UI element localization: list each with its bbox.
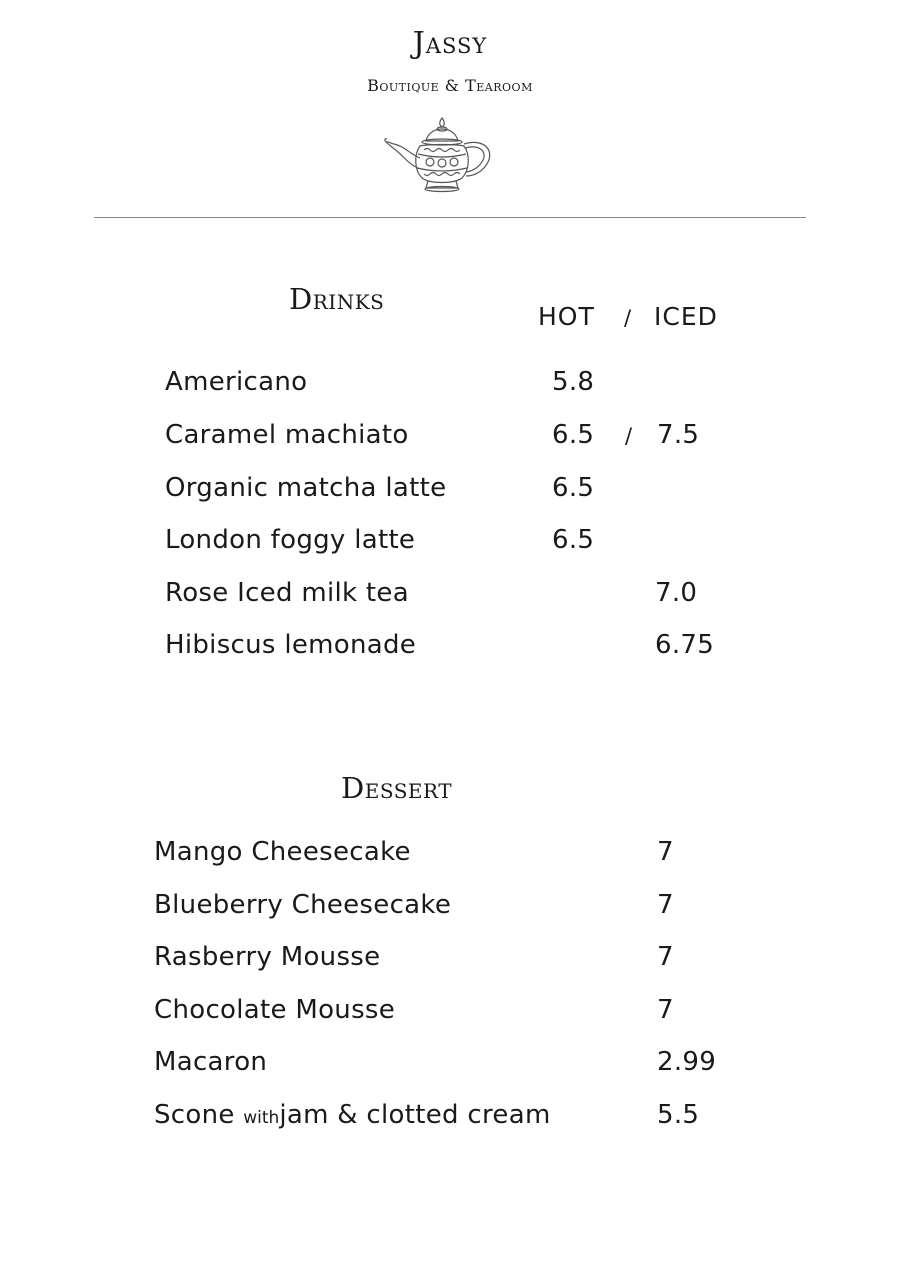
brand-subtitle: Boutique & Tearoom [367, 76, 533, 95]
dessert-price: 7 [657, 837, 674, 867]
dessert-name: Chocolate Mousse [154, 995, 396, 1025]
header-divider [94, 217, 806, 218]
price-separator: / [625, 424, 633, 448]
dessert-name: Blueberry Cheesecake [154, 890, 452, 920]
drink-price-iced: 7.5 [657, 420, 700, 450]
drink-price-hot: 6.5 [552, 525, 595, 555]
dessert-name-connector: with [243, 1108, 280, 1128]
drink-price-iced: 7.0 [655, 578, 698, 608]
dessert-price: 7 [657, 890, 674, 920]
brand-title: Jassy [412, 26, 488, 61]
drink-name: Hibiscus lemonade [165, 630, 417, 660]
dessert-heading: Dessert [341, 771, 453, 805]
dessert-price: 7 [657, 995, 674, 1025]
dessert-name-part: jam & clotted cream [279, 1100, 551, 1130]
dessert-name: Macaron [154, 1047, 268, 1077]
dessert-price: 5.5 [657, 1100, 700, 1130]
hot-column-header: HOT [538, 302, 595, 331]
dessert-price: 2.99 [657, 1047, 717, 1077]
drinks-heading: Drinks [289, 282, 385, 316]
dessert-name [154, 1099, 551, 1134]
drink-name: Americano [165, 367, 308, 397]
dessert-name: Rasberry Mousse [154, 942, 381, 972]
drink-name: Rose Iced milk tea [165, 578, 409, 608]
dessert-name: Mango Cheesecake [154, 837, 411, 867]
drink-name: Organic matcha latte [165, 473, 447, 503]
drink-price-hot: 5.8 [552, 367, 595, 397]
drink-name: London foggy latte [165, 525, 416, 555]
drink-name: Caramel machiato [165, 420, 409, 450]
dessert-name-part: Scone [154, 1100, 235, 1130]
iced-column-header: ICED [654, 302, 718, 331]
dessert-price: 7 [657, 942, 674, 972]
column-separator: / [624, 306, 633, 330]
drink-price-hot: 6.5 [552, 473, 595, 503]
teapot-icon [384, 114, 498, 196]
drink-price-hot: 6.5 [552, 420, 595, 450]
drink-price-iced: 6.75 [655, 630, 715, 660]
